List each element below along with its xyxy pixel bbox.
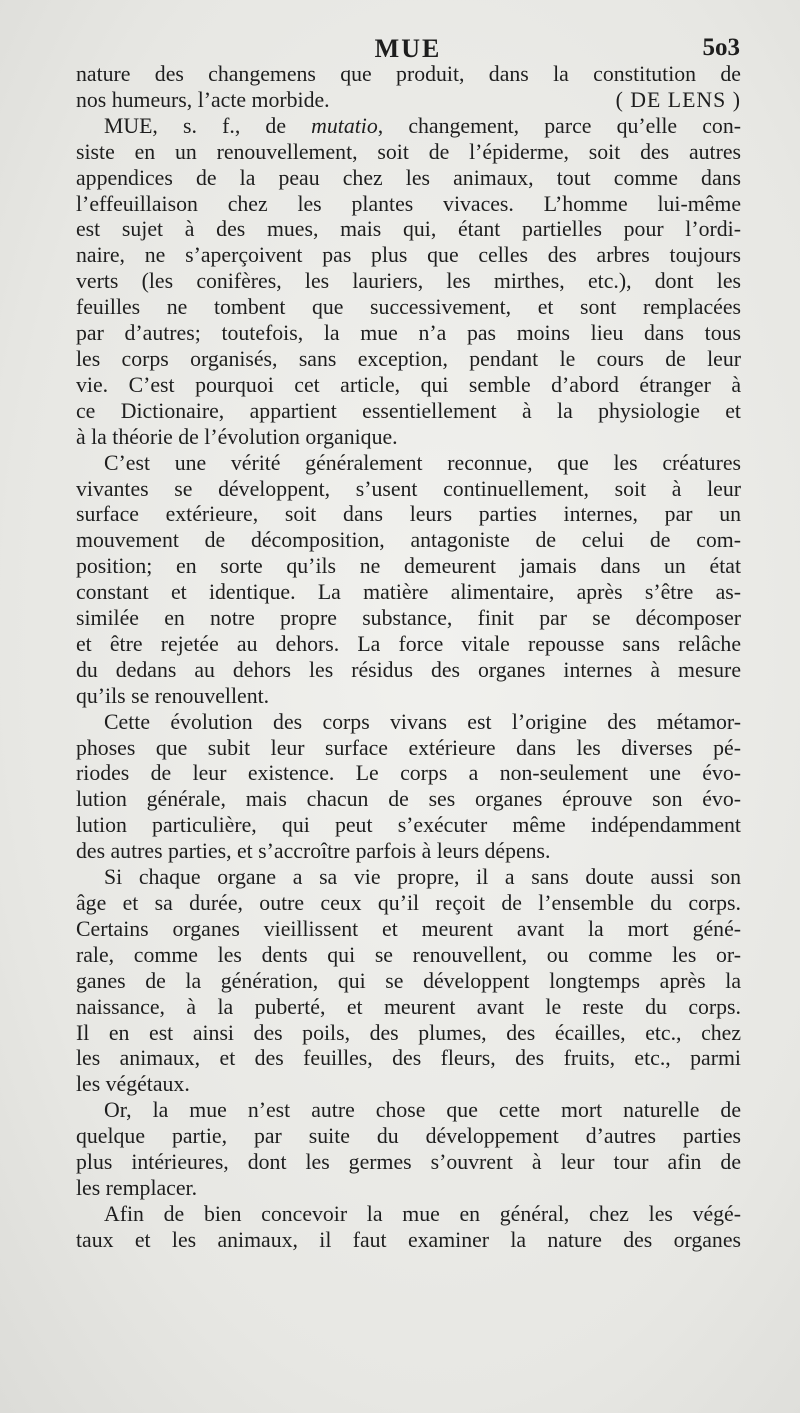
text-line: est sujet à des mues, mais qui, étant partielles pour l’ordi- — [76, 217, 741, 242]
heading-rest: , changement, parce qu’elle con- — [377, 113, 741, 138]
author-signature: ( DE LENS ) — [615, 87, 741, 112]
text-line: appendices de la peau chez les animaux, tout comme dans — [76, 165, 741, 190]
text-line: des autres parties, et s’accroître parfois à leurs dépens. — [76, 839, 551, 864]
running-title: MUE — [374, 34, 442, 63]
text-line: siste en un renouvellement, soit de l’épiderme, soit des autres — [76, 139, 741, 164]
text-line: à la théorie de l’évolution organique. — [76, 424, 398, 449]
text-line: les végétaux. — [76, 1072, 190, 1097]
text-line: position; en sorte qu’ils ne demeurent jamais dans un état — [76, 554, 741, 579]
text-line: ganes de la génération, qui se développent longtemps après la — [76, 968, 741, 993]
intro-line-2-text: nos humeurs, l’acte morbide. — [76, 87, 330, 112]
text-line: Certains organes vieillissent et meurent avant la mort géné- — [76, 916, 741, 941]
text-line: Afin de bien concevoir la mue en général, chez les végé- — [104, 1201, 741, 1226]
text-line: qu’ils se renouvellent. — [76, 683, 270, 708]
text-line: plus intérieures, dont les germes s’ouvrent à leur tour afin de — [76, 1150, 741, 1175]
intro-line-2 — [76, 88, 741, 114]
text-line: phoses que subit leur surface extérieure dans les diverses pé- — [76, 735, 741, 760]
text-line: constant et identique. La matière alimentaire, après s’être as- — [76, 580, 741, 605]
text-line: vivantes se développent, s’usent continuellement, soit à leur — [76, 476, 741, 501]
text-line: lution générale, mais chacun de ses organes éprouve son évo- — [76, 787, 741, 812]
text-line: du dedans au dehors les résidus des organes internes à mesure — [76, 657, 741, 682]
text-line: naire, ne s’aperçoivent pas plus que celles des arbres toujours — [76, 243, 741, 268]
text-line: similée en notre propre substance, finit par se décomposer — [76, 606, 741, 631]
text-line: âge et sa durée, outre ceux qu’il reçoit de l’ensemble du corps. — [76, 891, 741, 915]
running-head — [76, 34, 740, 64]
etymon: mutatio — [311, 113, 378, 138]
text-line: C’est une vérité généralement reconnue, que les créatures — [104, 450, 741, 475]
text-line: Il en est ainsi des poils, des plumes, des écailles, etc., chez — [76, 1020, 741, 1045]
text-line: les animaux, et des feuilles, des fleurs, des fruits, etc., parmi — [76, 1046, 741, 1071]
entry-paragraphs — [76, 140, 741, 1254]
intro-line-1: nature des changemens que produit, dans la constitution de — [76, 62, 741, 86]
text-line: par d’autres; toutefois, la mue n’a pas moins lieu dans tous — [76, 321, 741, 346]
text-line: Cette évolution des corps vivans est l’origine des métamor- — [104, 709, 741, 734]
text-line: surface extérieure, soit dans leurs parties internes, par un — [76, 502, 741, 527]
text-line: ce Dictionaire, appartient essentiellement à la physiologie et — [76, 398, 741, 423]
entry-heading-line — [76, 114, 741, 140]
text-line: naissance, à la puberté, et meurent avant le reste du corps. — [76, 994, 741, 1019]
text-line: verts (les conifères, les lauriers, les mirthes, etc.), dont les — [76, 269, 741, 294]
headword: MUE, s. f., de — [104, 113, 286, 138]
text-line: riodes de leur existence. Le corps a non-seulement une évo- — [76, 761, 741, 786]
text-line: les corps organisés, sans exception, pendant le cours de leur — [76, 346, 741, 371]
text-line: les remplacer. — [76, 1175, 198, 1200]
text-line: rale, comme les dents qui se renouvellent, ou comme les or- — [76, 942, 741, 967]
text-line: et être rejetée au dehors. La force vitale repousse sans relâche — [76, 631, 741, 656]
text-line: vie. C’est pourquoi cet article, qui semble d’abord étranger à — [76, 372, 741, 397]
text-line: l’effeuillaison chez les plantes vivaces. L’homme lui-même — [76, 191, 741, 216]
text-line: quelque partie, par suite du développement d’autres parties — [76, 1124, 741, 1149]
text-line: Or, la mue n’est autre chose que cette mort naturelle de — [104, 1098, 741, 1123]
text-line: lution particulière, qui peut s’exécuter même indépendamment — [76, 813, 741, 838]
text-line: mouvement de décomposition, antagoniste de celui de com- — [76, 528, 741, 553]
text-line: feuilles ne tombent que successivement, et sont remplacées — [76, 295, 741, 320]
body-text — [76, 62, 741, 1254]
text-line: taux et les animaux, il faut examiner la nature des organes — [76, 1227, 741, 1252]
page-number: 5o3 — [702, 34, 740, 61]
text-line: Si chaque organe a sa vie propre, il a sans doute aussi son — [104, 865, 741, 890]
